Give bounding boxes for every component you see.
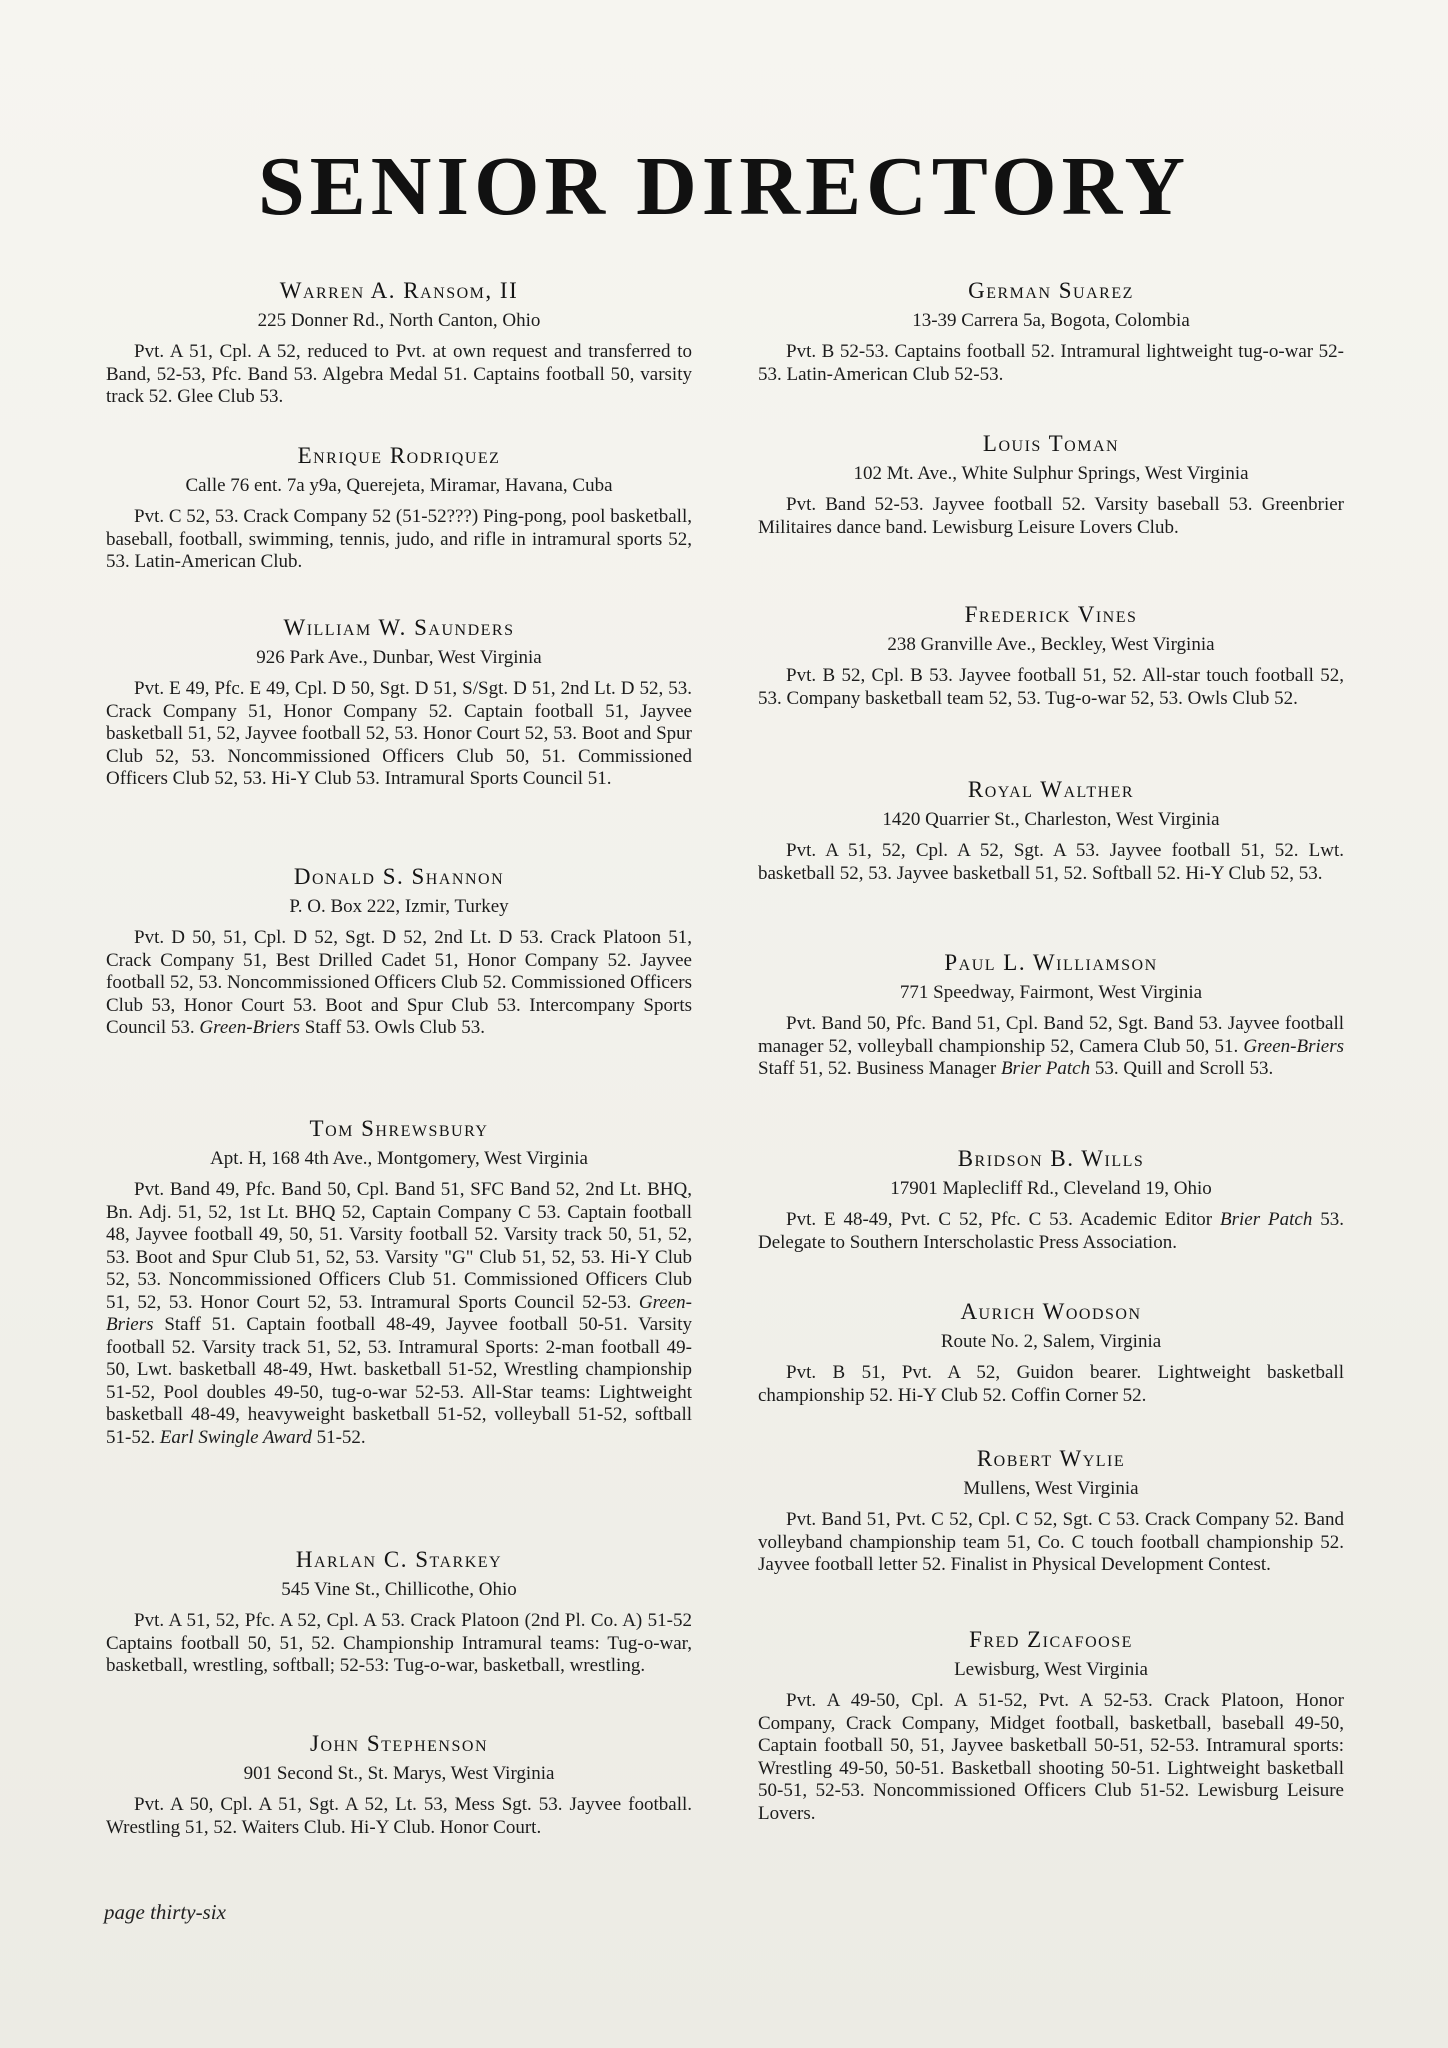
- directory-entry: [106, 443, 692, 574]
- italic-title: Green-Briers: [106, 1291, 692, 1335]
- directory-entry: [758, 1146, 1344, 1254]
- senior-activities: [106, 678, 692, 791]
- directory-entry: [758, 777, 1344, 885]
- directory-entry: [106, 1731, 692, 1839]
- senior-address: Calle 76 ent. 7a y9a, Querejeta, Miramar, Havana, Cuba: [185, 475, 613, 496]
- activities-text: Pvt. A 50, Cpl. A 51, Sgt. A 52, Lt. 53, Mess Sgt. 53. Jayvee football. Wrestling 51, 52. Waiters Club. Hi-Y Club. Honor Court.: [106, 1794, 692, 1838]
- senior-name: John Stephenson: [310, 1731, 488, 1756]
- activities-text: Pvt. B 51, Pvt. A 52, Guidon bearer. Lightweight basketball championship 52. Hi-Y Club 52. Coffin Corner 52.: [758, 1362, 1344, 1406]
- senior-address: 238 Granville Ave., Beckley, West Virginia: [887, 634, 1215, 655]
- directory-entry: [106, 615, 692, 791]
- senior-address: 771 Speedway, Fairmont, West Virginia: [899, 982, 1203, 1003]
- senior-name: Tom Shrewsbury: [309, 1116, 489, 1141]
- page-footer: page thirty-six: [104, 1900, 226, 1924]
- directory-entry: [758, 950, 1344, 1081]
- senior-address: 13-39 Carrera 5a, Bogota, Colombia: [912, 310, 1190, 331]
- italic-title: Green-Briers: [1243, 1035, 1344, 1057]
- senior-address: Route No. 2, Salem, Virginia: [940, 1331, 1162, 1352]
- senior-address: 17901 Maplecliff Rd., Cleveland 19, Ohio: [890, 1178, 1212, 1199]
- senior-activities: [106, 927, 692, 1040]
- senior-activities: [758, 341, 1344, 386]
- senior-name: Frederick Vines: [964, 602, 1138, 627]
- activities-text: 53. Delegate to Southern Interscholastic Press Association.: [758, 1209, 1344, 1253]
- senior-activities: [758, 1013, 1344, 1081]
- senior-address: P. O. Box 222, Izmir, Turkey: [289, 896, 509, 917]
- activities-text: Pvt. Band 52-53. Jayvee football 52. Varsity baseball 53. Greenbrier Militaires dance band. Lewisburg Leisure Lovers Club.: [758, 494, 1344, 538]
- italic-title: Brier Patch: [1220, 1209, 1313, 1230]
- directory-entry: [106, 278, 692, 409]
- activities-text: Pvt. B 52-53. Captains football 52. Intramural lightweight tug-o-war 52-53. Latin-American Club 52-53.: [758, 341, 1344, 385]
- directory-entry: [106, 864, 692, 1040]
- senior-name: Fred Zicafoose: [969, 1627, 1133, 1652]
- senior-address: 1420 Quarrier St., Charleston, West Virginia: [882, 809, 1220, 830]
- activities-text: Pvt. D 50, 51, Cpl. D 52, Sgt. D 52, 2nd Lt. D 53. Crack Platoon 51, Crack Company 51, Best Drilled Cadet 51, Honor Company 52. Jayvee football 52, 53. Noncommissioned Officers Club 52. Commissioned Officers Club 53, Honor Court 53. Boot and Spur Club 53. Intercompany Sports Council 53.: [106, 927, 692, 1038]
- senior-name: Enrique Rodriquez: [297, 443, 501, 468]
- directory-entry: [758, 1627, 1344, 1825]
- senior-activities: [758, 1362, 1344, 1407]
- senior-name: Louis Toman: [982, 431, 1120, 456]
- activities-text: Pvt. E 48-49, Pvt. C 52, Pfc. C 53. Academic Editor: [786, 1209, 1221, 1230]
- senior-activities: [106, 1610, 692, 1678]
- activities-text: Pvt. A 51, 52, Pfc. A 52, Cpl. A 53. Crack Platoon (2nd Pl. Co. A) 51-52 Captains football 50, 51, 52. Championship Intramural teams: Tug-o-war, basketball, wrestling, softball; 52-53: Tug-o-war, basketball, wrestling.: [106, 1610, 692, 1676]
- activities-text: Pvt. Band 49, Pfc. Band 50, Cpl. Band 51, SFC Band 52, 2nd Lt. BHQ, Bn. Adj. 51, 52, 1st Lt. BHQ 52, Captain Company C 53. Captain football 48, Jayvee football 49, 50, 51. Varsity football 52. Varsity track 50, 51, 52, 53. Boot and Spur Club 51, 52, 53. Varsity "G" Club 51, 52, 53. Hi-Y Club 52, 53. Noncommissioned Officers Club 51. Commissioned Officers Club 51, 52, 53. Honor Court 52, 53. Intramural Sports Council 52-53.: [106, 1179, 692, 1313]
- directory-entry: [758, 1299, 1344, 1407]
- senior-activities: [106, 341, 692, 409]
- senior-address: 926 Park Ave., Dunbar, West Virginia: [256, 647, 542, 668]
- activities-text: Staff 53. Owls Club 53.: [300, 1017, 485, 1038]
- directory-entry: [758, 431, 1344, 539]
- italic-title: Earl Swingle Award: [159, 1426, 312, 1448]
- page-title: SENIOR DIRECTORY: [257, 140, 1191, 233]
- directory-entry: [758, 278, 1344, 386]
- senior-address: Lewisburg, West Virginia: [954, 1659, 1148, 1680]
- senior-name: Bridson B. Wills: [957, 1146, 1145, 1171]
- senior-name: Donald S. Shannon: [293, 864, 505, 889]
- activities-text: Staff 51. Captain football 48-49, Jayvee football 50-51. Varsity football 52. Varsity track 51, 52, 53. Intramural Sports: 2-man football 49-50, Lwt. basketball 48-49, Hwt. basketball 51-52, Wrestling championship 51-52, Pool doubles 49-50, tug-o-war 52-53. All-Star teams: Lightweight basketball 48-49, heavyweight basketball 51-52, volleyball 51-52, softball 51-52.: [106, 1314, 692, 1448]
- senior-activities: [758, 840, 1344, 885]
- senior-name: William W. Saunders: [283, 615, 515, 640]
- activities-text: 51-52.: [311, 1426, 366, 1448]
- senior-address: 102 Mt. Ave., White Sulphur Springs, West Virginia: [853, 463, 1249, 484]
- directory-entry: [758, 602, 1344, 710]
- senior-activities: [758, 494, 1344, 539]
- activities-text: Pvt. A 51, Cpl. A 52, reduced to Pvt. at own request and transferred to Band, 52-53, Pfc. Band 53. Algebra Medal 51. Captains football 50, varsity track 52. Glee Club 53.: [106, 341, 692, 407]
- senior-address: 225 Donner Rd., North Canton, Ohio: [257, 310, 541, 331]
- senior-activities: [106, 506, 692, 574]
- activities-text: Pvt. A 49-50, Cpl. A 51-52, Pvt. A 52-53. Crack Platoon, Honor Company, Crack Company, Midget football, basketball, baseball 49-50, Captain football 50, 51, Jayvee basketball 50-51, 52-53. Intramural sports: Wrestling 49-50, 50-51. Basketball shooting 50-51. Lightweight basketball 50-51, 52-53. Noncommissioned Officers Club 51-52. Lewisburg Leisure Lovers.: [758, 1690, 1344, 1824]
- senior-address: 545 Vine St., Chillicothe, Ohio: [281, 1579, 517, 1600]
- senior-activities: [106, 1179, 692, 1449]
- activities-text: Pvt. Band 51, Pvt. C 52, Cpl. C 52, Sgt. C 53. Crack Company 52. Band volleyband championship team 51, Co. C touch football championship 52. Jayvee football letter 52. Finalist in Physical Development Contest.: [758, 1509, 1344, 1575]
- directory-entry: [106, 1116, 692, 1449]
- senior-activities: [758, 665, 1344, 710]
- senior-name: Paul L. Williamson: [944, 950, 1158, 975]
- activities-text: Pvt. A 51, 52, Cpl. A 52, Sgt. A 53. Jayvee football 51, 52. Lwt. basketball 52, 53. Jayvee basketball 51, 52. Softball 52. Hi-Y Club 52, 53.: [758, 840, 1344, 884]
- activities-text: Pvt. E 49, Pfc. E 49, Cpl. D 50, Sgt. D 51, S/Sgt. D 51, 2nd Lt. D 52, 53. Crack Company 51, Honor Company 52. Captain football 51, Jayvee basketball 51, 52, Jayvee football 52, 53. Honor Court 52, 53. Boot and Spur Club 52, 53. Noncommissioned Officers Club 50, 51. Commissioned Officers Club 52, 53. Hi-Y Club 53. Intramural Sports Council 51.: [106, 678, 692, 789]
- directory-entry: [106, 1547, 692, 1678]
- senior-name: Robert Wylie: [976, 1446, 1126, 1471]
- senior-activities: [758, 1509, 1344, 1577]
- senior-address: 901 Second St., St. Marys, West Virginia: [243, 1763, 555, 1784]
- senior-activities: [758, 1690, 1344, 1825]
- senior-name: Royal Walther: [967, 777, 1135, 802]
- senior-activities: [758, 1209, 1344, 1254]
- senior-name: Harlan C. Starkey: [295, 1547, 503, 1572]
- activities-text: Pvt. Band 50, Pfc. Band 51, Cpl. Band 52, Sgt. Band 53. Jayvee football manager 52, volleyball championship 52, Camera Club 50, 51.: [758, 1013, 1344, 1057]
- activities-text: Pvt. C 52, 53. Crack Company 52 (51-52???) Ping-pong, pool basketball, baseball, football, swimming, tennis, judo, and rifle in intramural sports 52, 53. Latin-American Club.: [106, 506, 692, 572]
- directory-entry: [758, 1446, 1344, 1577]
- senior-address: Mullens, West Virginia: [963, 1478, 1139, 1499]
- italic-title: Green-Briers: [199, 1017, 301, 1038]
- activities-text: Pvt. B 52, Cpl. B 53. Jayvee football 51, 52. All-star touch football 52, 53. Company basketball team 52, 53. Tug-o-war 52, 53. Owls Club 52.: [758, 665, 1344, 709]
- senior-name: Warren A. Ransom, II: [279, 278, 519, 303]
- activities-text: Staff 51, 52. Business Manager: [758, 1058, 1001, 1079]
- italic-title: Brier Patch: [1000, 1058, 1091, 1079]
- senior-address: Apt. H, 168 4th Ave., Montgomery, West Virginia: [210, 1148, 588, 1169]
- activities-text: 53. Quill and Scroll 53.: [1090, 1058, 1274, 1079]
- senior-activities: [106, 1794, 692, 1839]
- senior-name: Aurich Woodson: [960, 1299, 1142, 1324]
- senior-name: German Suarez: [968, 278, 1134, 303]
